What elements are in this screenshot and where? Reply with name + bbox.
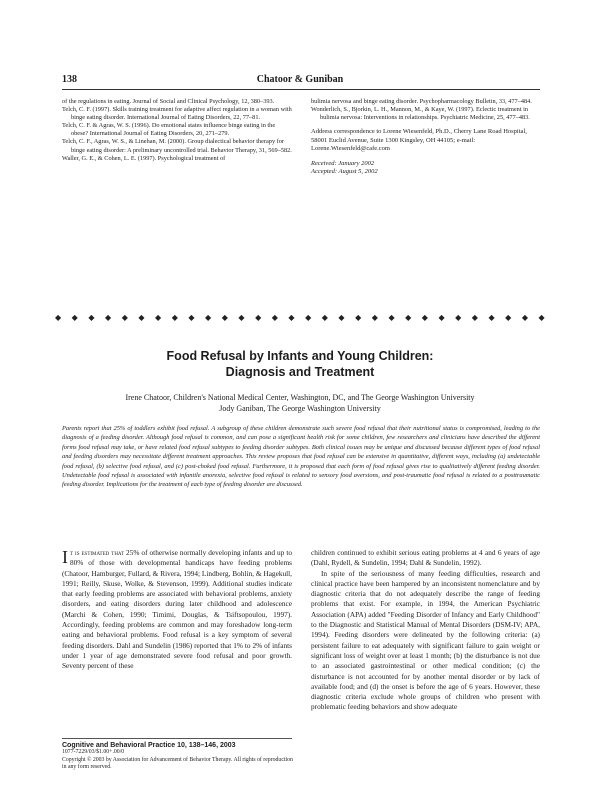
article-title xyxy=(0,348,600,380)
copyright: Copyright © 2003 by Association for Advancement of Behavior Therapy. All rights of reproduction in any form reserved. xyxy=(62,756,293,771)
authors-line-1: Irene Chatoor, Children's National Medical Center, Washington, DC, and The George Washington University xyxy=(125,393,475,402)
body-left-text: 25% of otherwise normally developing infants and up to 80% of those with developmental handicaps have feeding problems (Chatoor, Hamburger, Fullard, & Rivera, 1994; Lindberg, Bohlin, & Hagekull, 1991; Reilly, Skuse, Wolke, & Stevenson, 1999). Additional studies indicate that early feeding problems are associated with behavioral problems, anxiety disorders, and eating disorders during later childhood and adolescence (Marchi & Cohen, 1990; Timimi, Douglas, & Tsiftsopoulou, 1997). Accordingly, feeding problems are common and may foreshadow long-term eating and behavioral problems. Food refusal is a key symptom of several feeding disorders. Dahl and Sundelin (1986) reported that 1% to 2% of infants under 1 year of age demonstrated severe food refusal and poor growth. Seventy percent of these xyxy=(62,548,293,671)
reference-item: bulimia nervosa and binge eating disorder. Psychopharmacology Bulletin, 33, 477–484. xyxy=(311,98,532,105)
abstract: Parents report that 25% of toddlers exhibit food refusal. A subgroup of these children demonstrate such severe food refusal that their nutritional status is compromised, leading to the diagnosis of a feeding disorder. Although food refusal is common, and can pose a significant health risk for some children, few researchers and clinicians have described the different forms food refusal may take, or have related food refusal subtypes to feeding disorder subtypes. Both clinical issues may be unique and discussed because different types of food refusal and feeding disorders may necessitate different treatment approaches. This review proposes that food refusal can be extensive in quantitative, different ways, including (a) undetectable food refusal, (b) selective food refusal, and (c) post-choked food refusal. Furthermore, it is proposed that each form of food refusal gives rise to qualitatively different feeding disorder. Undetectable food refusal is associated with infantile anorexia, selective food refusal is related to sensory food aversions, and post-traumatic food refusal is related to a posttraumatic feeding disorder. Implications for the treatment of each type of feeding disorder are discussed. xyxy=(62,425,540,489)
body-right-column xyxy=(311,548,540,713)
title-line-2: Diagnosis and Treatment xyxy=(225,365,375,379)
references-left xyxy=(62,98,292,163)
header-rule xyxy=(62,89,540,90)
title-line-1: Food Refusal by Infants and Young Children: xyxy=(166,349,434,363)
reference-item: of the regulations in eating. Journal of Social and Clinical Psychology, 12, 380–393. xyxy=(62,98,275,105)
journal-citation: Cognitive and Behavioral Practice 10, 138–146, 2003 xyxy=(62,742,236,749)
body-paragraph: children continued to exhibit serious eating problems at 4 and 6 years of age (Dahl, Rydell, & Sundelin, 1994; Dahl & Sundelin, 1992). xyxy=(311,548,540,568)
section-separator: ◆ ◆ ◆ ◆ ◆ ◆ ◆ ◆ ◆ ◆ ◆ ◆ ◆ ◆ ◆ ◆ ◆ ◆ ◆ ◆ ◆ ◆ ◆ ◆ ◆ ◆ ◆ ◆ ◆ ◆ xyxy=(55,313,545,322)
body-paragraph: In spite of the seriousness of many feeding difficulties, research and clinical practice have been hampered by an inconsistent nomenclature and by diagnostic criteria that do not adequately describe the range of feeding problems that exist. For example, in 1994, the American Psychiatric Association (APA) added "Feeding Disorder of Infancy and Early Childhood" to the Diagnostic and Statistical Manual of Mental Disorders (DSM-IV; APA, 1994). Feeding disorders were delineated by the following criteria: (a) persistent failure to eat adequately with significant failure to gain weight or significant loss of weight over at least 1 month; (b) the disturbance is not due to an associated gastrointestinal or other medical condition; (c) the disturbance is not accounted for by another mental disorder or by lack of available food; and (d) the onset is before the age of 6 years. However, these diagnostic criteria exclude whole groups of children who present with problematic feeding behaviors and show adequate xyxy=(311,568,540,712)
reference-item: Telch, C. F. (1997). Skills training treatment for adaptive affect regulation in a woman with binge eating disorder. International Journal of Eating Disorders, 22, 77–81. xyxy=(62,106,292,122)
authors-line-2: Jody Ganiban, The George Washington University xyxy=(219,404,381,413)
footer-rule xyxy=(62,738,292,739)
running-head: Chatoor & Guniban xyxy=(256,74,344,85)
reference-item: Telch, C. F., Agras, W. S., & Linehan, M. (2000). Group dialectical behavior therapy for binge eating disorder: A preliminary uncontrolled trial. Behavior Therapy, 31, 569–582. xyxy=(62,138,292,154)
reference-item: Waller, G. E., & Cohen, L. E. (1997). Psychological treatment of xyxy=(62,154,226,162)
accepted-date: Accepted: August 5, 2002 xyxy=(311,168,378,176)
correspondence: Address correspondence to Lorene Wiesenfeld, Ph.D., Cherry Lane Road Hospital, 58001 Euclid Avenue, Suite 1300 Kingsley, OH 44105; e-mail: Lorene.Wiesenfeld@cafe.com xyxy=(311,128,527,152)
body-left-column xyxy=(62,548,292,672)
received-date: Received: January 2002 xyxy=(311,160,375,168)
drop-cap: I xyxy=(62,547,68,567)
journal-footer xyxy=(62,742,294,772)
page-number: 138 xyxy=(62,74,77,85)
authors xyxy=(60,392,540,414)
reference-item: Telch, C. F. & Agras, W. S. (1996). Do emotional states influence binge eating in the obese? International Journal of Eating Disorders, 20, 271–279. xyxy=(62,122,276,138)
issn: 1077-7229/03/$1.00+.00/0 xyxy=(62,749,125,755)
references-right xyxy=(311,98,540,177)
lead-in: t is estimated that xyxy=(70,548,125,557)
reference-item: Wonderlich, S., Bjorkin, L. H., Mannon, M., & Kaye, W. (1997). Eclectic treatment in bulimia nervosa: Interventions in relationships. Psychiatric Medicine, 25, 477–483. xyxy=(311,106,530,122)
